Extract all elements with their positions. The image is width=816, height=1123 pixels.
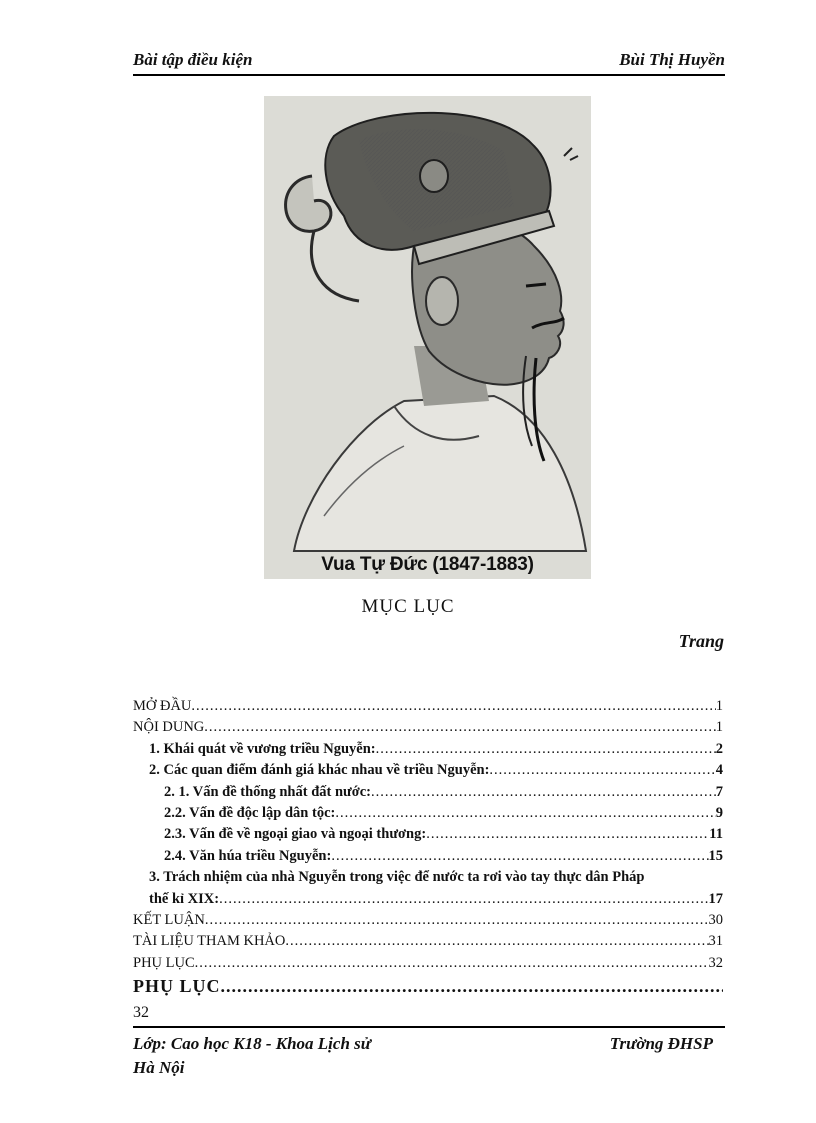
portrait-illustration	[264, 96, 591, 579]
toc-entry-label: 2. Các quan điểm đánh giá khác nhau về triều Nguyễn:	[149, 762, 490, 779]
toc-entry-page: 30	[708, 912, 723, 929]
toc-entry-label-cont: thế kỉ XIX:	[149, 890, 220, 907]
toc-leader-dots	[191, 696, 715, 717]
toc-entry-section-2[interactable]	[133, 760, 723, 781]
table-of-contents	[133, 696, 723, 998]
header-course-title: Bài tập điều kiện	[133, 50, 253, 69]
toc-entry-label: 2. 1. Vấn đề thống nhất đất nước:	[164, 783, 372, 800]
toc-page-column-label: Trang	[678, 631, 724, 651]
toc-entry-page: 9	[715, 805, 723, 822]
toc-leader-dots	[426, 824, 709, 845]
toc-entry-label: PHỤ LỤC	[133, 954, 195, 971]
toc-entry-page: 17	[708, 890, 723, 907]
toc-entry-label: 2.4. Văn húa triều Nguyễn:	[164, 847, 332, 864]
toc-leader-dots	[335, 803, 715, 824]
toc-leader-dots	[221, 974, 724, 998]
toc-leader-dots	[205, 910, 709, 931]
toc-entry-page-wrapped: 32	[133, 1004, 149, 1021]
footer-city: Hà Nội	[133, 1058, 185, 1077]
toc-entry-label: 2.2. Vấn đề độc lập dân tộc:	[164, 805, 336, 822]
toc-entry-tai-lieu[interactable]	[133, 931, 723, 952]
toc-leader-dots	[219, 889, 708, 910]
toc-entry-noi-dung[interactable]	[133, 717, 723, 738]
toc-entry-ket-luan[interactable]	[133, 910, 723, 931]
toc-entry-phu-luc[interactable]	[133, 953, 723, 974]
toc-entry-section-1[interactable]	[133, 739, 723, 760]
toc-entry-section-2-1[interactable]	[133, 782, 723, 803]
page-header	[133, 46, 725, 76]
toc-leader-dots	[376, 739, 716, 760]
toc-entry-page: 32	[708, 954, 723, 971]
toc-entry-page: 7	[715, 783, 723, 800]
footer-university: Trường ĐHSP	[609, 1034, 713, 1053]
toc-entry-section-3[interactable]	[133, 867, 723, 888]
header-author: Bùi Thị Huyền	[619, 50, 725, 69]
page-footer	[133, 1026, 725, 1080]
toc-leader-dots	[195, 953, 709, 974]
toc-entry-section-2-3[interactable]	[133, 824, 723, 845]
toc-entry-label: MỞ ĐẦU	[133, 698, 192, 714]
toc-entry-page: 4	[715, 762, 723, 779]
toc-leader-dots	[371, 782, 716, 803]
toc-leader-dots	[489, 760, 715, 781]
toc-leader-dots	[331, 846, 708, 867]
toc-leader-dots	[285, 931, 708, 952]
toc-entry-label: KẾT LUẬN	[133, 912, 205, 929]
toc-entry-label: 3. Trách nhiệm của nhà Nguyễn trong việc để nước ta rơi vào tay thực dân Pháp	[149, 869, 645, 886]
toc-entry-label: 1. Khái quát về vương triều Nguyễn:	[149, 740, 376, 757]
portrait-figure	[264, 96, 591, 579]
toc-entry-label: PHỤ LỤC	[133, 976, 221, 997]
footer-class-info: Lớp: Cao học K18 - Khoa Lịch sử	[133, 1034, 371, 1053]
toc-entry-page: 1	[715, 719, 723, 736]
toc-entry-phu-luc-large[interactable]	[133, 974, 723, 998]
toc-entry-mo-dau[interactable]	[133, 696, 723, 717]
toc-leader-dots	[204, 717, 715, 738]
toc-entry-page: 31	[708, 933, 723, 950]
toc-entry-label: NỘI DUNG	[133, 719, 205, 736]
portrait-caption: Vua Tự Đức (1847-1883)	[321, 554, 534, 575]
toc-entry-section-3-cont[interactable]	[133, 889, 723, 910]
toc-entry-label: TÀI LIỆU THAM KHẢO	[133, 933, 286, 950]
toc-entry-page: 11	[709, 826, 723, 843]
toc-entry-section-2-4[interactable]	[133, 846, 723, 867]
toc-entry-page: 1	[715, 698, 723, 714]
toc-entry-page: 15	[708, 847, 723, 864]
toc-entry-page: 2	[715, 740, 723, 757]
toc-title: MỤC LỤC	[361, 596, 455, 617]
toc-entry-section-2-2[interactable]	[133, 803, 723, 824]
toc-entry-label: 2.3. Vấn đề về ngoại giao và ngoại thương:	[164, 826, 427, 843]
